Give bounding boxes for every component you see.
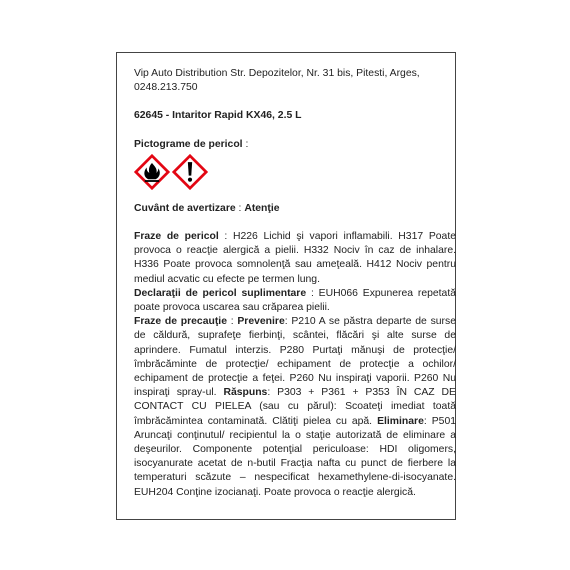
prevention-label: Prevenire xyxy=(237,316,285,328)
product-name: - Intaritor Rapid KX46, 2.5 L xyxy=(162,110,302,122)
signal-word: Atenţie xyxy=(244,202,280,214)
product-code: 62645 xyxy=(134,110,163,122)
supplemental-text: : EUH066 Expunerea repetată poate provoca uscarea sau crăparea pielii. xyxy=(134,287,456,314)
supplier-phone: 0248.213.750 xyxy=(134,82,198,94)
supplemental-label: Declaraţii de pericol suplimentare xyxy=(134,287,307,299)
pictogram-row xyxy=(134,154,456,190)
response-text: : P303 + P361 + P353 ÎN CAZ DE CONTACT CU PIELEA (sau cu părul): Scoateţi imediat toată îmbrăcămintea contaminată. Clătiţi pielea cu apă. xyxy=(134,387,456,427)
signal-label: Cuvânt de avertizare xyxy=(134,202,236,214)
signal-word-line xyxy=(134,202,456,216)
precaution-sep: : xyxy=(226,316,238,328)
prevention-text: : P210 A se păstra departe de surse de căldură, suprafeţe fierbinţi, scântei, flăcări şi alte surse de aprindere. Fumatul interzis. P280 Purtaţi mănuşi de protecţie/ îmbrăcăminte de protecţie/ echipament de protecţie a ochilor/ echipament de protecţie a feţei. P260 Nu inspiraţi vaporii. P260 Nu inspiraţi spray-ul. xyxy=(134,316,456,399)
product-line xyxy=(134,109,456,123)
flame-icon xyxy=(134,154,170,190)
precautionary-statements xyxy=(134,315,456,500)
pictograms-heading xyxy=(134,138,456,152)
hazard-text: : H226 Lichid şi vapori inflamabili. H317 Poate provoca o reacţie alergică a pielii. H332 Nociv în caz de inhalare. H336 Poate provoca somnolenţă sau ameţeală. H412 Nociv pentru mediul acvatic cu efecte pe termen lung. xyxy=(134,231,456,285)
pictograms-label: Pictograme de pericol xyxy=(134,138,243,150)
label-content xyxy=(134,67,456,500)
disposal-text: : P501 Aruncaţi conţinutul/ recipientul la o staţie autorizată de eliminare a deşeurilor. Componente potenţial periculoase: HDI oligomers, isocyanurate acetat de n-butil Fracţia nafta cu punct de fierbere la temperaturi scăzute – nespecificat hexamethylene-di-isocyanate. EUH204 Conţine izocianaţi. Poate provoca o reacţie alergică. xyxy=(134,415,457,498)
response-label: Răspuns xyxy=(223,387,268,399)
hazard-label: Fraze de pericol xyxy=(134,231,219,243)
disposal-label: Eliminare xyxy=(377,415,424,427)
supplier-address xyxy=(134,67,456,95)
precaution-label: Fraze de precauţie xyxy=(134,316,227,328)
supplier-text: Vip Auto Distribution Str. Depozitelor, Nr. 31 bis, Pitesti, Arges, xyxy=(134,68,420,79)
pictograms-suffix: : xyxy=(242,138,249,150)
signal-sep: : xyxy=(235,202,245,214)
hazard-statements xyxy=(134,230,456,287)
supplemental-statements xyxy=(134,287,456,315)
exclamation-icon xyxy=(172,154,208,190)
